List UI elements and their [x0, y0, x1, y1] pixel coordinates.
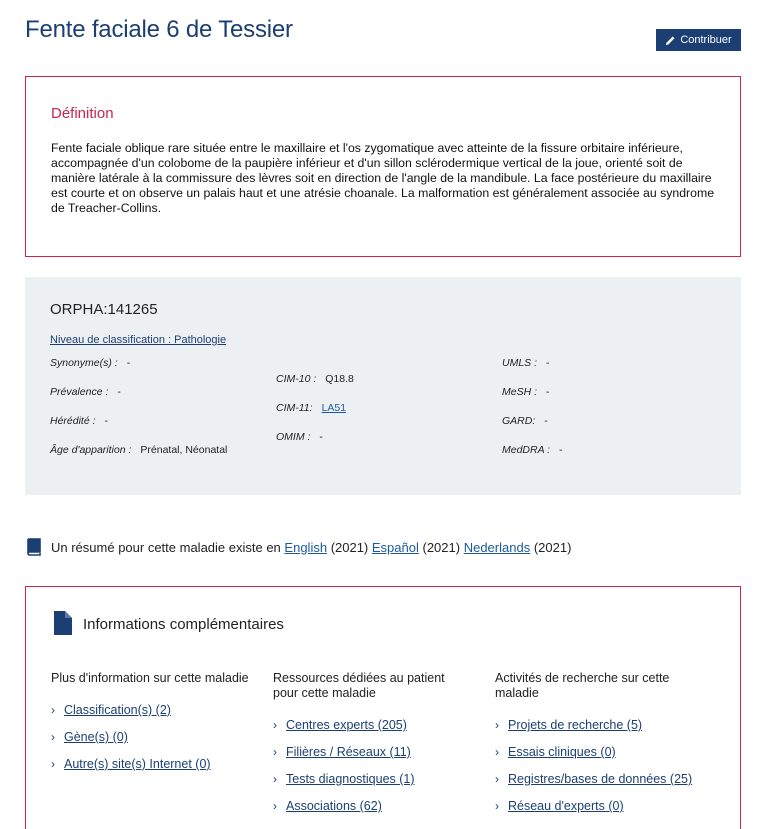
chevron-right-icon: › [51, 757, 55, 771]
lang-year: (2021) [330, 539, 369, 555]
expert-network-link[interactable]: › Réseau d'experts (0) [495, 799, 624, 813]
chevron-right-icon: › [273, 718, 277, 732]
summary-prefix: Un résumé pour cette maladie existe en [51, 539, 281, 555]
field-label: UMLS : [502, 357, 538, 369]
omim-field [276, 431, 323, 443]
chevron-right-icon: › [495, 799, 499, 813]
field-label: Hérédité : [50, 415, 96, 427]
field-value: - [559, 444, 563, 456]
onset-age-field [50, 444, 227, 456]
contribute-button[interactable] [656, 29, 741, 51]
prevalence-field [50, 386, 121, 398]
genes-link[interactable]: › Gène(s) (0) [51, 730, 128, 744]
classification-level-link[interactable]: Niveau de classification : Pathologie [50, 334, 227, 346]
classifications-link[interactable]: › Classification(s) (2) [51, 703, 171, 717]
research-column [495, 671, 695, 826]
field-label: OMIM : [276, 431, 311, 443]
chevron-right-icon: › [495, 772, 499, 786]
chevron-right-icon: › [51, 730, 55, 744]
pencil-icon [665, 35, 676, 46]
patient-resources-column [273, 671, 473, 826]
field-value: - [104, 415, 109, 427]
research-projects-link[interactable]: › Projets de recherche (5) [495, 718, 643, 732]
chevron-right-icon: › [273, 745, 277, 759]
page-title: Fente faciale 6 de Tessier [25, 16, 293, 43]
column-title: Activités de recherche sur cette maladie [495, 671, 670, 700]
associations-link[interactable]: › Associations (62) [273, 799, 382, 813]
field-value: - [319, 431, 323, 443]
field-label: Synonyme(s) : [50, 357, 118, 369]
field-value: - [117, 386, 121, 398]
other-websites-link[interactable]: › Autre(s) site(s) Internet (0) [51, 757, 211, 771]
lang-link-spanish[interactable]: Español [371, 539, 419, 555]
meddra-field [502, 444, 563, 456]
field-label: CIM-11: [276, 402, 313, 414]
chevron-right-icon: › [273, 772, 277, 786]
icd10-field [276, 373, 354, 385]
definition-text: Fente faciale oblique rare située entre le maxillaire et l'os zygomatique avec atteinte de la fissure orbitaire inférieure, accompagnée d'un colobome de la paupière inférieur et d'un sillon sclérodermique vertical de la joue, orienté soit de manière latérale à la commissure des lèvres soit en direction de l'angle de la mandibule. La face postérieure du maxillaire est courte et on observe un palais haut et une atrésie choanale. La malformation est généralement associée au syndrome de Treacher-Collins. [51, 141, 715, 215]
definition-heading: Définition [51, 105, 114, 122]
summary-languages [25, 538, 571, 556]
complementary-heading: Informations complémentaires [83, 616, 284, 633]
chevron-right-icon: › [495, 745, 499, 759]
field-value: Q18.8 [325, 373, 354, 385]
lang-link-dutch[interactable]: Nederlands [463, 539, 531, 555]
column-title: Ressources dédiées au patient pour cette maladie [273, 671, 445, 700]
diagnostic-tests-link[interactable]: › Tests diagnostiques (1) [273, 772, 415, 786]
field-label: MedDRA : [502, 444, 551, 456]
registries-link[interactable]: › Registres/bases de données (25) [495, 772, 693, 786]
complementary-info-section [25, 586, 741, 829]
field-label: GARD: [502, 415, 536, 427]
field-value: - [126, 357, 131, 369]
clinical-trials-link[interactable]: › Essais cliniques (0) [495, 745, 616, 759]
chevron-right-icon: › [51, 703, 55, 717]
book-icon [25, 538, 43, 556]
gard-field [502, 415, 548, 427]
field-value: - [546, 357, 550, 369]
orpha-code: ORPHA:141265 [50, 301, 158, 318]
umls-field [502, 357, 550, 369]
lang-year: (2021) [533, 539, 572, 555]
synonyms-field [50, 357, 130, 369]
column-title: Plus d'information sur cette maladie [51, 671, 249, 685]
heredity-field [50, 415, 108, 427]
mesh-field [502, 386, 550, 398]
field-value: - [546, 386, 550, 398]
field-label: CIM-10 : [276, 373, 317, 385]
chevron-right-icon: › [495, 718, 499, 732]
field-value: Prénatal, Néonatal [140, 444, 228, 456]
field-value: - [544, 415, 548, 427]
field-label: Âge d'apparition : [50, 444, 132, 456]
contribute-label: Contribuer [680, 34, 732, 46]
icd11-link[interactable]: LA51 [321, 402, 347, 414]
chevron-right-icon: › [273, 799, 277, 813]
more-info-column [51, 671, 251, 784]
disease-info-panel [25, 277, 741, 495]
field-label: Prévalence : [50, 386, 109, 398]
document-icon [54, 611, 72, 635]
icd11-field [276, 402, 346, 414]
lang-year: (2021) [422, 539, 461, 555]
lang-link-english[interactable]: English [284, 539, 328, 555]
expert-centres-link[interactable]: › Centres experts (205) [273, 718, 407, 732]
field-label: MeSH : [502, 386, 538, 398]
definition-section [25, 76, 741, 257]
networks-link[interactable]: › Filières / Réseaux (11) [273, 745, 411, 759]
